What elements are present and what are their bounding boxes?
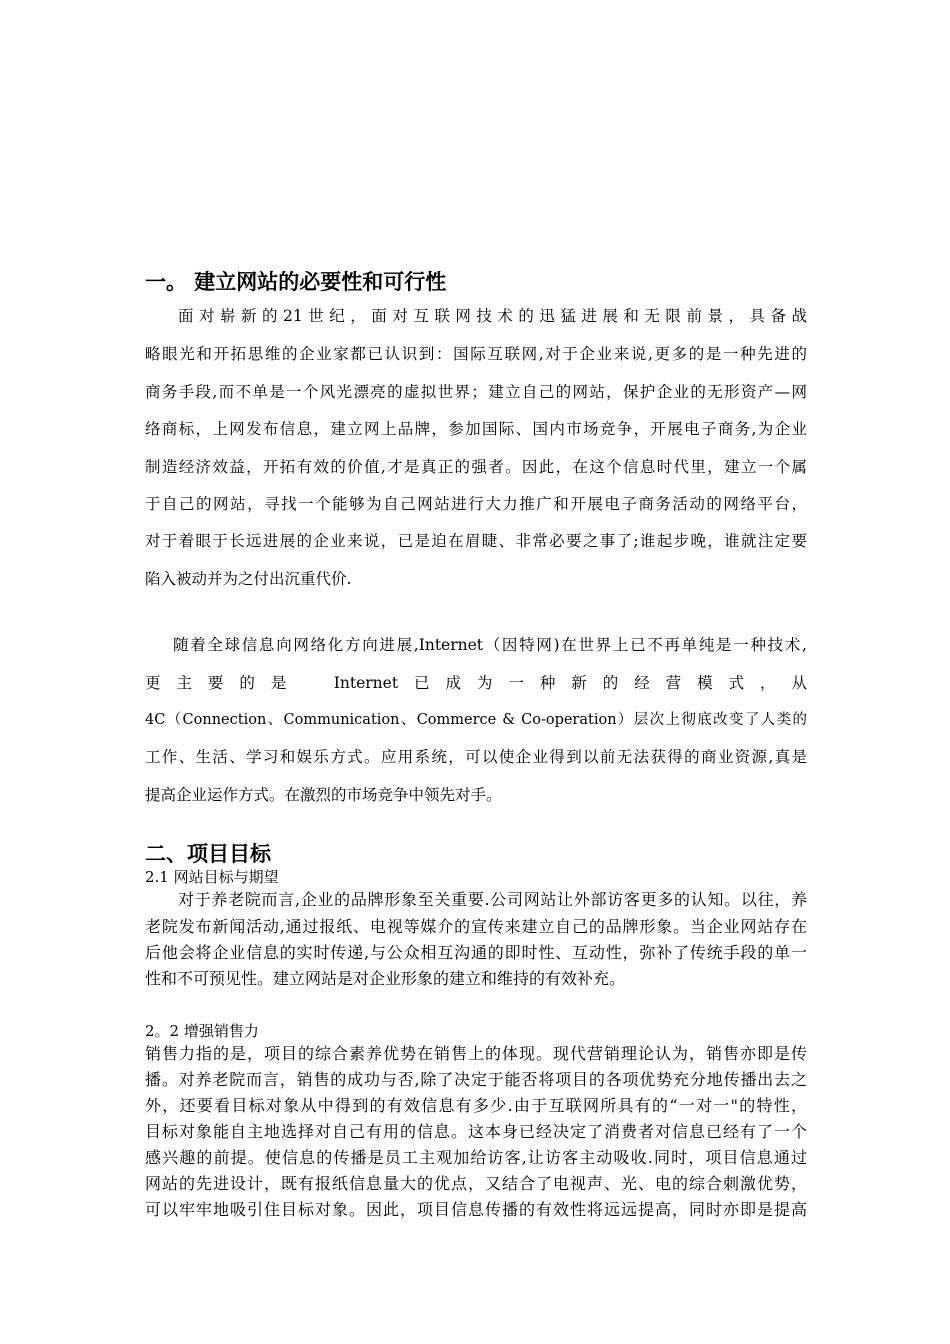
text-line: 络商标，上网发布信息，建立网上品牌，参加国际、国内市场竞争，开展电子商务,为企业: [145, 420, 807, 438]
text-line: 工作、生活、学习和娱乐方式。应用系统，可以使企业得到以前无法获得的商业资源,真是: [145, 748, 807, 766]
text-line: 性和不可预见性。建立网站是对企业形象的建立和维持的有效补充。: [145, 969, 626, 988]
text-line: 外，还要看目标对象从中得到的有效信息有多少.由于互联网所具有的“一对一"的特性，: [145, 1096, 807, 1115]
text-line: 播。对养老院而言，销售的成功与否,除了决定于能否将项目的各项优势充分地传播出去之: [145, 1070, 807, 1089]
text-line: 感兴趣的前提。使信息的传播是员工主观加给访客,让访客主动吸收.同时，项目信息通过: [145, 1148, 807, 1167]
text-line: 可以牢牢地吸引住目标对象。因此，项目信息传播的有效性将远远提高，同时亦即是提高: [145, 1200, 807, 1219]
text-line: 网站的先进设计，既有报纸信息量大的优点，又结合了电视声、光、电的综合刺激优势，: [145, 1174, 807, 1193]
text-line: 陷入被动并为之付出沉重代价.: [145, 570, 352, 588]
text-line: 更主要的是 Internet已成为一种新的经营模式，从: [145, 674, 807, 692]
text-line: 随着全球信息向网络化方向进展,Internet（因特网)在世界上已不再单纯是一种技术,: [173, 636, 807, 654]
text-line: 对于养老院而言,企业的品牌形象至关重要.公司网站让外部访客更多的认知。以往，养: [178, 890, 807, 909]
text-line: 后他会将企业信息的实时传递,与公众相互沟通的即时性、互动性，弥补了传统手段的单一: [145, 943, 807, 962]
text-line: 制造经济效益，开拓有效的价值,才是真正的强者。因此，在这个信息时代里，建立一个属: [145, 458, 807, 476]
text-line: 销售力指的是，项目的综合素养优势在销售上的体现。现代营销理论认为，销售亦即是传: [145, 1044, 807, 1063]
section-heading-necessity: 一。 建立网站的必要性和可行性: [145, 270, 447, 294]
text-line: 面对崭新的21世纪，面对互联网技术的迅猛进展和无限前景，具备战: [178, 307, 807, 325]
text-line: 略眼光和开拓思维的企业家都已认识到：国际互联网,对于企业来说,更多的是一种先进的: [145, 345, 807, 363]
section-heading-goals: 二、项目目标: [145, 842, 271, 866]
text-line: 目标对象能自主地选择对自己有用的信息。这本身已经决定了消费者对信息已经有了一个: [145, 1122, 807, 1141]
text-line: 于自己的网站，寻找一个能够为自己网站进行大力推广和开展电子商务活动的网络平台，: [145, 495, 807, 513]
text-line: 对于着眼于长远进展的企业来说，已是迫在眉睫、非常必要之事了;谁起步晚，谁就注定要: [145, 532, 807, 550]
text-line: 商务手段,而不单是一个风光漂亮的虚拟世界；建立自己的网站，保护企业的无形资产—网: [145, 383, 807, 401]
text-line: 老院发布新闻活动,通过报纸、电视等媒介的宣传来建立自己的品牌形象。当企业网站存在: [145, 917, 807, 936]
text-line: 4C（Connection、Communication、Commerce & Co-operation）层次上彻底改变了人类的: [145, 712, 807, 728]
text-line: 提高企业运作方式。在激烈的市场竞争中领先对手。: [145, 786, 502, 804]
subheading-website-goals: 2.1 网站目标与期望: [145, 868, 279, 886]
subheading-sales-power: 2。2 增强销售力: [145, 1022, 259, 1040]
